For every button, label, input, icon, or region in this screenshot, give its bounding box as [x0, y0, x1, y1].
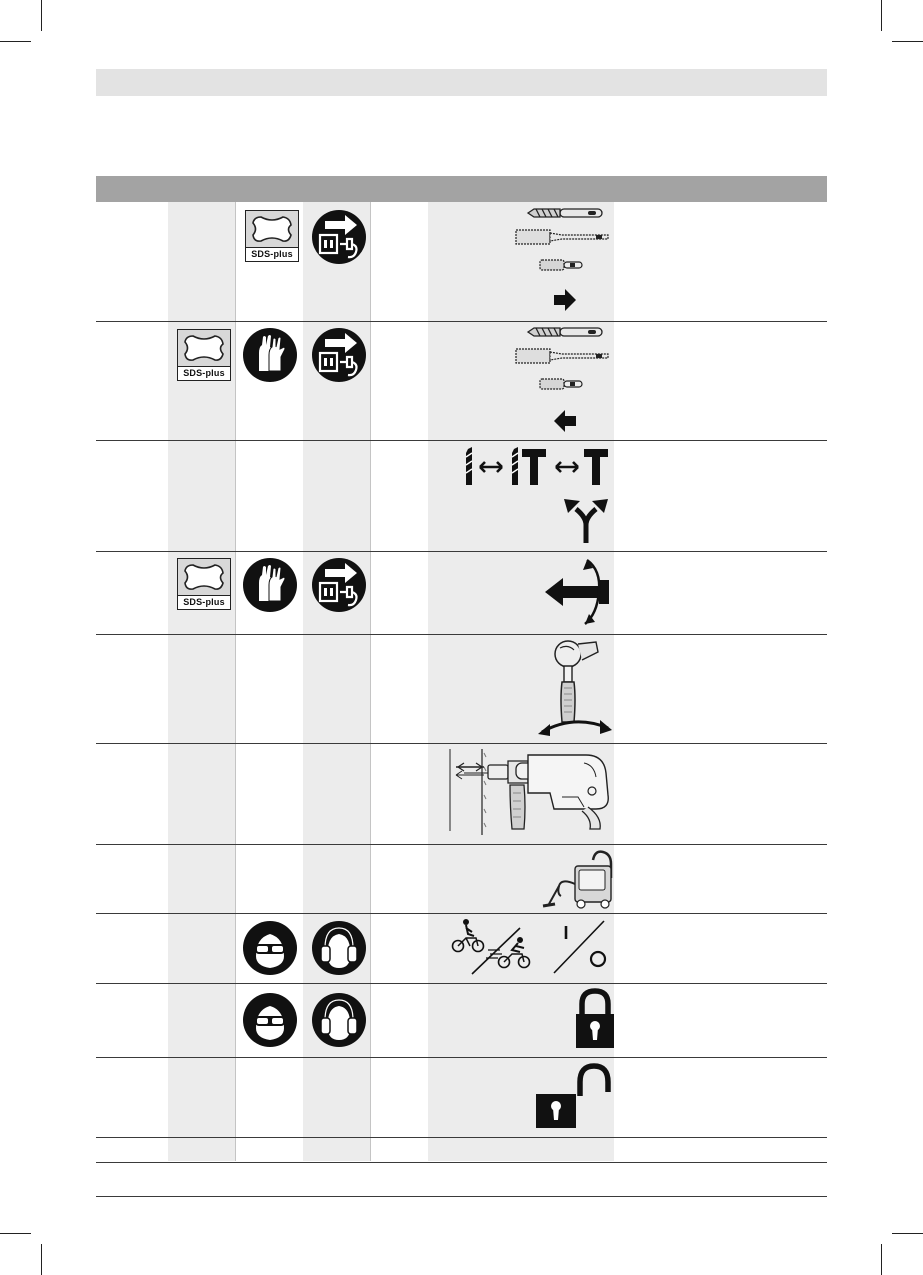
- drill-bit-icon: [526, 207, 604, 219]
- header-band: [96, 69, 827, 96]
- row-divider: [96, 321, 827, 322]
- sds-plus-icon: [177, 329, 231, 381]
- drill-bit-icon: [526, 326, 604, 338]
- arrow-left-icon: [553, 410, 577, 432]
- sds-plus-label: SDS-plus: [246, 247, 298, 261]
- column-divider: [235, 202, 236, 1161]
- switch-off-symbol: [591, 952, 605, 966]
- auxiliary-handle-icon: [536, 638, 614, 738]
- speed-cyclist-icon: [448, 916, 548, 976]
- row-divider: [96, 844, 827, 845]
- rotate-remove-icon: [543, 556, 613, 628]
- chisel-icon: [514, 229, 610, 245]
- row-divider: [96, 743, 827, 744]
- table-header-band: [96, 176, 827, 202]
- crop-mark: [881, 0, 882, 31]
- crop-mark: [41, 1244, 42, 1275]
- sds-plus-icon: [245, 210, 299, 262]
- row-divider: [96, 913, 827, 914]
- safety-goggles-icon: [242, 920, 298, 976]
- adapter-icon: [538, 377, 584, 391]
- ear-protection-icon: [311, 992, 367, 1048]
- crop-mark: [892, 41, 923, 42]
- row-divider: [96, 1057, 827, 1058]
- adapter-icon: [538, 258, 584, 272]
- unplug-icon: [311, 327, 367, 383]
- crop-mark: [0, 41, 31, 42]
- crop-mark: [892, 1233, 923, 1234]
- crop-mark: [41, 0, 42, 31]
- row-divider: [96, 634, 827, 635]
- row-divider: [96, 1162, 827, 1163]
- row-divider: [96, 1196, 827, 1197]
- sds-plus-label: SDS-plus: [178, 595, 230, 609]
- sds-plus-label: SDS-plus: [178, 366, 230, 380]
- lock-closed-icon: [574, 988, 616, 1050]
- crop-mark: [0, 1233, 31, 1234]
- safety-goggles-icon: [242, 992, 298, 1048]
- fork-arrow-icon: [560, 495, 612, 545]
- chisel-icon: [514, 348, 610, 364]
- arrow-right-icon: [553, 289, 577, 311]
- row-divider: [96, 983, 827, 984]
- column-divider: [370, 202, 371, 1161]
- row-divider: [96, 1137, 827, 1138]
- row-divider: [96, 440, 827, 441]
- gloves-icon: [242, 557, 298, 613]
- on-off-switch-icon: [552, 919, 610, 975]
- switch-on-symbol: I: [563, 923, 569, 943]
- row-divider: [96, 551, 827, 552]
- gloves-icon: [242, 327, 298, 383]
- unplug-icon: [311, 557, 367, 613]
- rotary-hammer-depth-stop-icon: [444, 747, 616, 837]
- ear-protection-icon: [311, 920, 367, 976]
- drill-to-chisel-mode-icon: [462, 447, 612, 487]
- lock-open-icon: [534, 1062, 614, 1130]
- unplug-icon: [311, 209, 367, 265]
- sds-plus-icon: [177, 558, 231, 610]
- crop-mark: [881, 1244, 882, 1275]
- dust-extractor-icon: [541, 848, 615, 910]
